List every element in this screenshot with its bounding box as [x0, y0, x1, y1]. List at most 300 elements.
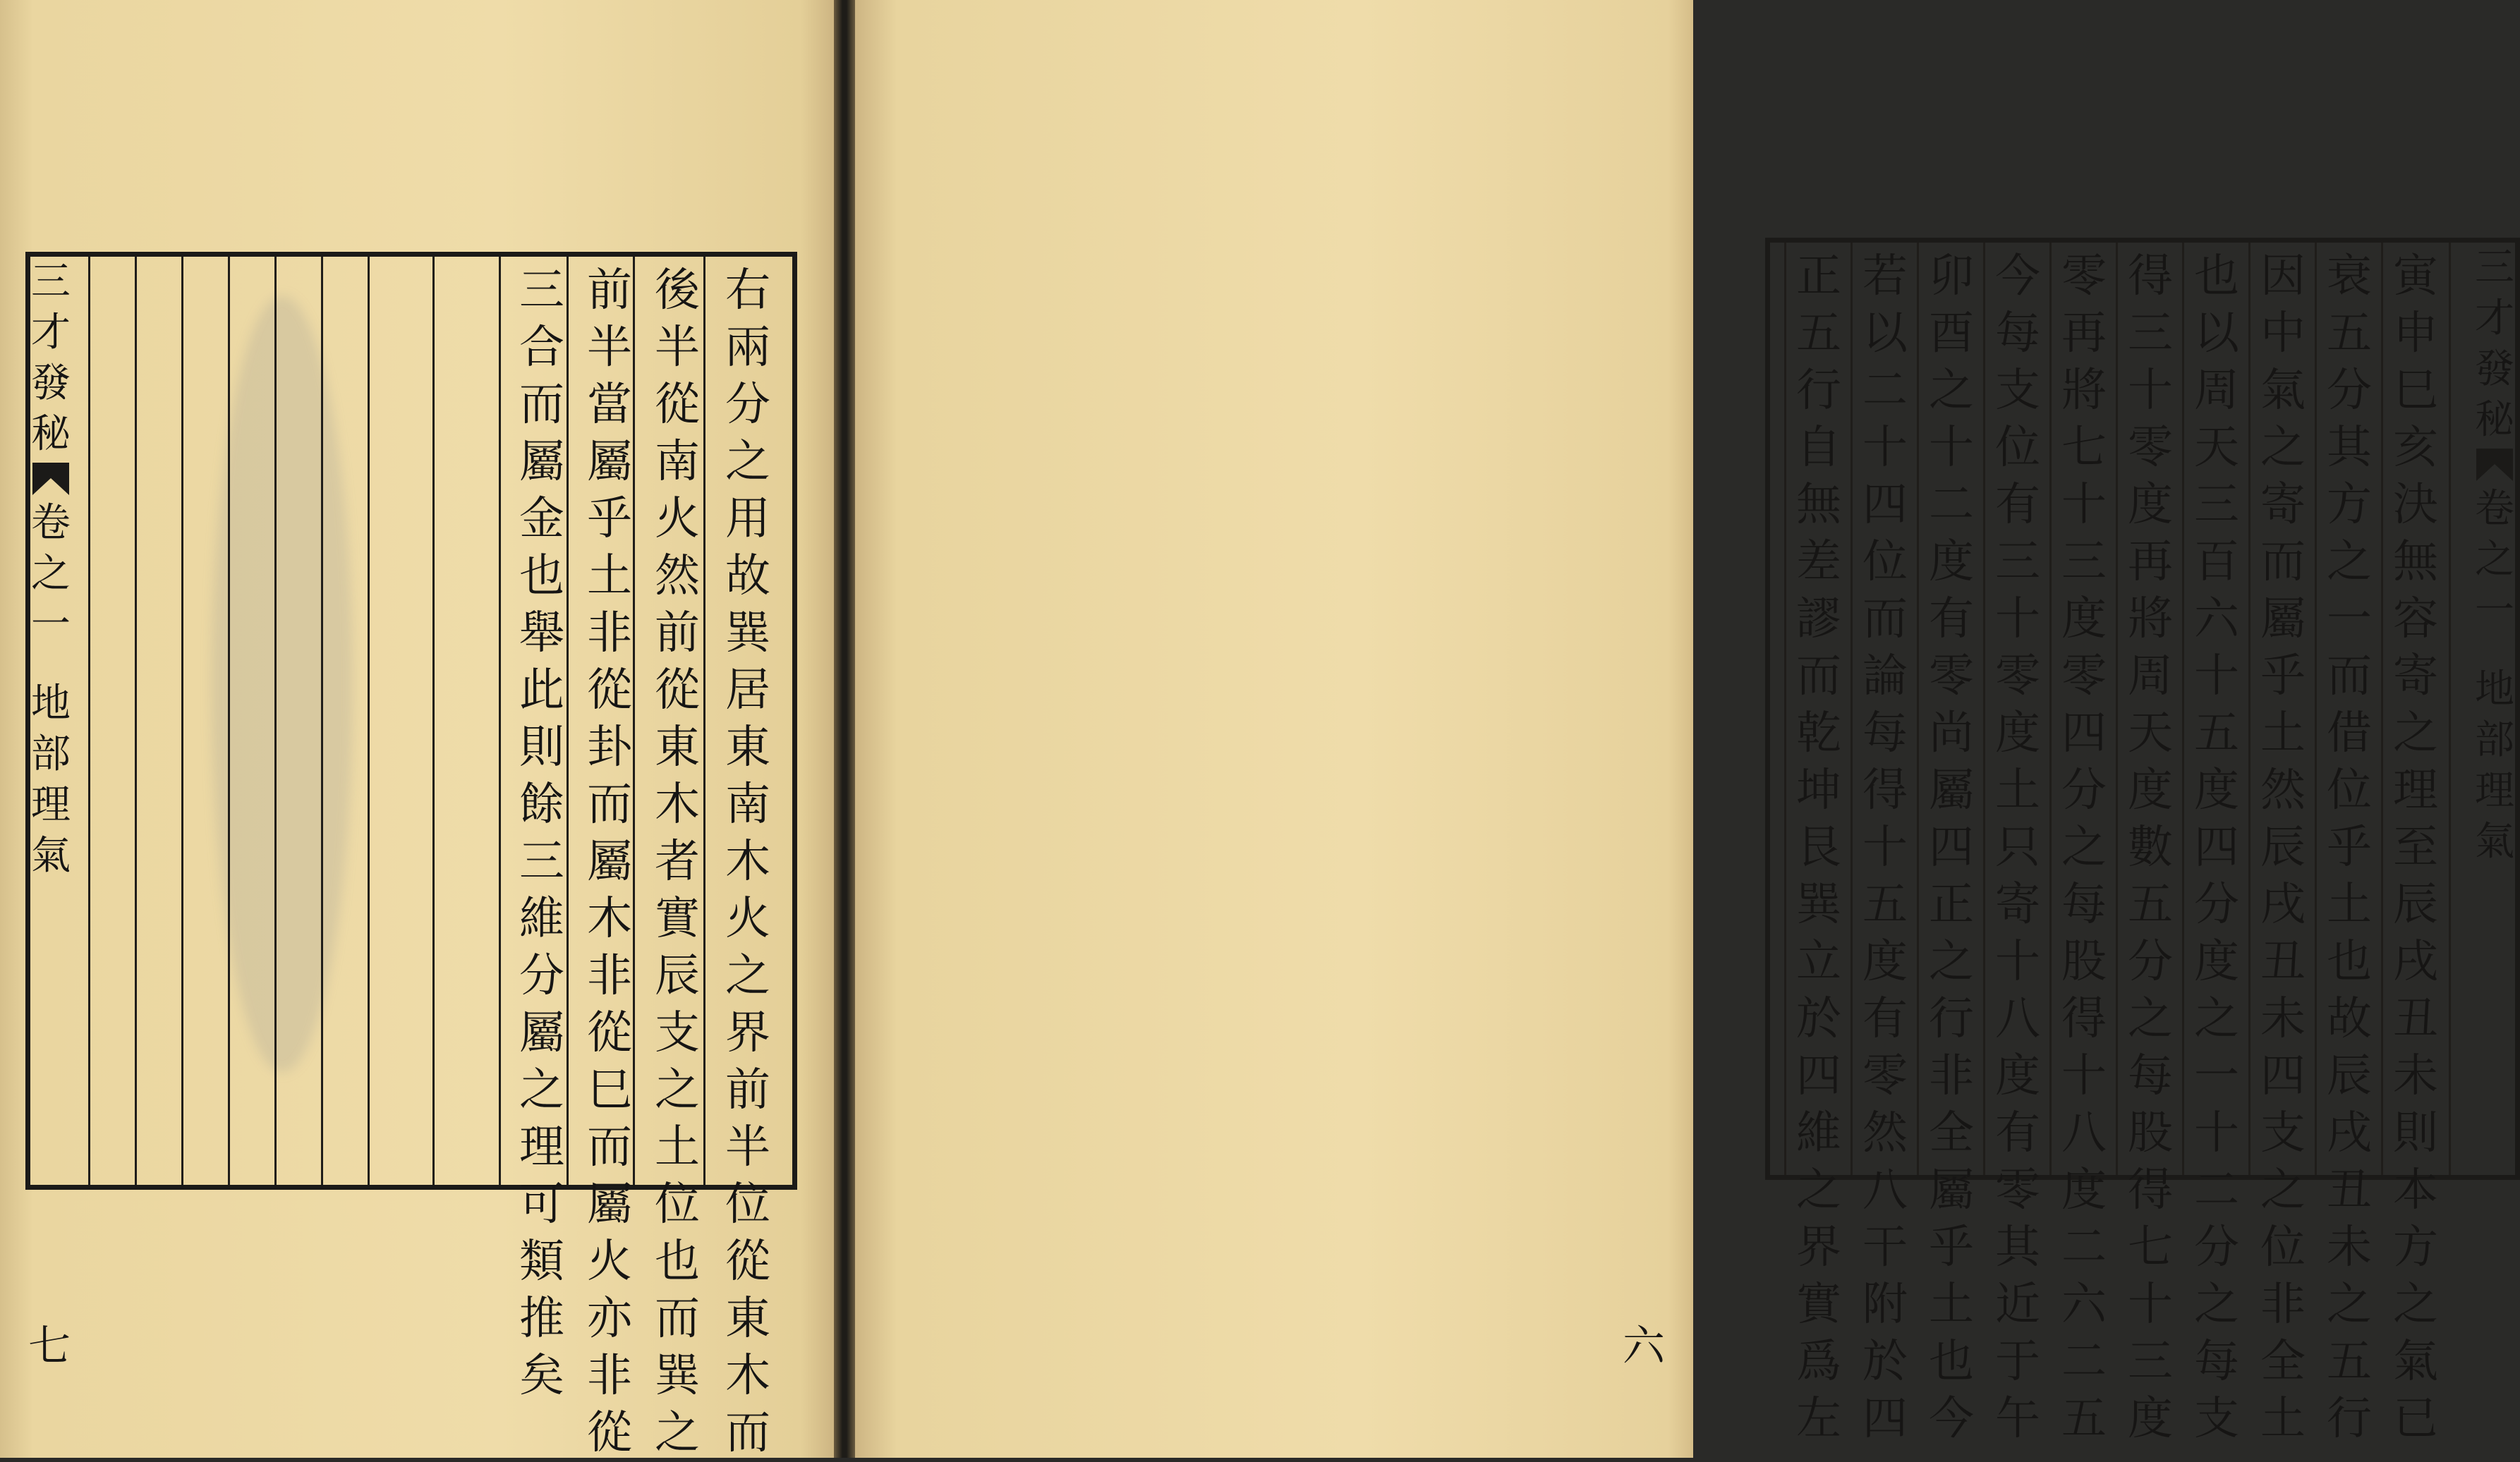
character: 度 — [1862, 936, 1908, 988]
character: 五 — [2128, 879, 2173, 931]
character: 度 — [2061, 593, 2107, 645]
character: 度 — [2194, 936, 2239, 988]
character: 也 — [655, 1236, 700, 1288]
character: 中 — [2260, 307, 2306, 360]
character: 卦 — [587, 721, 632, 774]
character: 五 — [2327, 1336, 2372, 1388]
character: 土 — [587, 550, 632, 602]
character: 居 — [725, 664, 770, 717]
character: 其 — [1995, 1222, 2040, 1274]
character: 未 — [2393, 1050, 2438, 1102]
character: 至 — [2393, 822, 2438, 874]
character: 得 — [1862, 764, 1908, 817]
character: 十 — [1862, 422, 1908, 474]
character: 二 — [1929, 479, 1974, 531]
character: 得 — [2128, 250, 2173, 303]
character: 半 — [725, 1121, 770, 1174]
character: 分 — [2128, 936, 2173, 988]
character: 右 — [725, 264, 770, 317]
character: 方 — [2327, 479, 2372, 531]
character: 地 — [31, 681, 71, 726]
character: 若 — [1862, 250, 1908, 303]
character: 才 — [2475, 296, 2514, 341]
character: 因 — [2260, 250, 2306, 303]
character: 非 — [587, 607, 632, 659]
character: 寄 — [2260, 479, 2306, 531]
character: 行 — [1929, 993, 1974, 1045]
character: 方 — [2393, 1222, 2438, 1274]
character: 股 — [2061, 936, 2107, 988]
character: 有 — [1995, 479, 2040, 531]
character: 二 — [2194, 1164, 2239, 1217]
character: 度 — [1995, 1050, 2040, 1102]
text-column — [716, 262, 780, 1462]
character: 支 — [1995, 365, 2040, 417]
character: 酉 — [1929, 307, 1974, 360]
character: 而 — [1796, 650, 1841, 702]
character: 戌 — [2260, 879, 2306, 931]
character: 於 — [1862, 1336, 1908, 1388]
character: 十 — [2128, 1279, 2173, 1331]
character: 則 — [519, 721, 564, 774]
character: 維 — [519, 893, 564, 945]
character: 十 — [1995, 593, 2040, 645]
character: 東 — [725, 721, 770, 774]
character: 分 — [2061, 764, 2107, 817]
character: 土 — [655, 1121, 700, 1174]
character: 卯 — [1929, 250, 1974, 303]
character: 有 — [1995, 1107, 2040, 1159]
character: 屬 — [519, 1007, 564, 1059]
character: 位 — [725, 1178, 770, 1231]
character: 半 — [655, 322, 700, 374]
character: 才 — [31, 310, 71, 355]
character: 推 — [519, 1293, 564, 1345]
character: 部 — [31, 731, 71, 777]
character: 五 — [1796, 307, 1841, 360]
character: 零 — [1995, 1164, 2040, 1217]
character: 從 — [655, 664, 700, 717]
text-column — [578, 262, 641, 1462]
character: 行 — [1796, 365, 1841, 417]
text-column — [646, 262, 709, 1462]
character: 零 — [2128, 422, 2173, 474]
character: 巽 — [1796, 879, 1841, 931]
fish-tail-mark-icon — [2472, 446, 2517, 484]
character: 之 — [655, 1064, 700, 1116]
character: 理 — [2475, 768, 2514, 814]
character: 舉 — [519, 607, 564, 659]
character: 實 — [1796, 1279, 1841, 1331]
character: 三 — [2128, 307, 2173, 360]
character: 非 — [587, 1350, 632, 1402]
character: 三 — [2194, 479, 2239, 531]
character: 差 — [1796, 536, 1841, 588]
character: 四 — [1862, 479, 1908, 531]
character: 土 — [2327, 879, 2372, 931]
character: 戌 — [2393, 936, 2438, 988]
character: 自 — [1796, 422, 1841, 474]
character: 火 — [587, 1236, 632, 1288]
character: 七 — [2061, 422, 2107, 474]
character: 之 — [655, 1407, 700, 1459]
character: 從 — [655, 379, 700, 431]
character: 零 — [2061, 250, 2107, 303]
text-column — [2384, 248, 2447, 1448]
character: 兩 — [725, 322, 770, 374]
character: 者 — [655, 836, 700, 888]
text-column — [1920, 248, 1983, 1448]
character: 非 — [587, 950, 632, 1002]
left-folio-number: 七 — [28, 1322, 71, 1371]
character: 一 — [31, 602, 71, 647]
character: 二 — [2061, 1222, 2107, 1274]
character: 乎 — [1929, 1222, 1974, 1274]
character: 之 — [2128, 993, 2173, 1045]
character: 亦 — [587, 1293, 632, 1345]
right-page — [855, 0, 2514, 1458]
character: 秘 — [2475, 397, 2514, 443]
character: 寅 — [2393, 250, 2438, 303]
character: 於 — [1796, 993, 1841, 1045]
character: 申 — [2393, 307, 2438, 360]
character: 乎 — [587, 493, 632, 545]
character: 也 — [519, 550, 564, 602]
character: 十 — [2194, 650, 2239, 702]
character: 而 — [2327, 650, 2372, 702]
character: 類 — [519, 1236, 564, 1288]
character: 十 — [1862, 822, 1908, 874]
character: 理 — [2393, 764, 2438, 817]
character: 然 — [655, 550, 700, 602]
character: 發 — [31, 360, 71, 406]
character: 屬 — [587, 436, 632, 488]
character: 而 — [587, 779, 632, 831]
character: 也 — [2194, 250, 2239, 303]
character: 只 — [1995, 822, 2040, 874]
character: 而 — [1862, 593, 1908, 645]
character: 維 — [1796, 1107, 1841, 1159]
character: 前 — [587, 264, 632, 317]
character: 本 — [2393, 1164, 2438, 1217]
character: 屬 — [587, 836, 632, 888]
character: 三 — [1995, 536, 2040, 588]
column-rule — [1850, 243, 1853, 1175]
character: 坤 — [1796, 764, 1841, 817]
text-column — [2119, 248, 2182, 1448]
column-rule — [2248, 243, 2251, 1175]
character: 度 — [1995, 707, 2040, 760]
text-column — [2318, 248, 2381, 1448]
character: 五 — [2194, 707, 2239, 760]
character: 支 — [2260, 1107, 2306, 1159]
character: 東 — [725, 1293, 770, 1345]
character: 今 — [1929, 1393, 1974, 1445]
character: 天 — [2194, 422, 2239, 474]
character: 丑 — [2393, 993, 2438, 1045]
character: 行 — [2327, 1393, 2372, 1445]
character: 三 — [2128, 1336, 2173, 1388]
character: 而 — [725, 1407, 770, 1459]
left-page-margin — [26, 257, 75, 882]
character: 可 — [519, 1178, 564, 1231]
character: 十 — [1995, 936, 2040, 988]
fish-tail-mark-icon — [28, 460, 73, 498]
text-column — [1986, 248, 2049, 1448]
text-column — [1787, 248, 1850, 1448]
character: 數 — [2128, 822, 2173, 874]
character: 之 — [2260, 1164, 2306, 1217]
character: 每 — [1862, 707, 1908, 760]
character: 從 — [587, 1007, 632, 1059]
character: 每 — [2128, 1050, 2173, 1102]
character: 乾 — [1796, 707, 1841, 760]
character: 爲 — [1796, 1336, 1841, 1388]
character: 艮 — [1796, 822, 1841, 874]
character: 土 — [1995, 764, 2040, 817]
character: 度 — [2128, 479, 2173, 531]
character: 三 — [2475, 245, 2514, 291]
character: 三 — [519, 836, 564, 888]
character: 謬 — [1796, 593, 1841, 645]
character: 也 — [1929, 1336, 1974, 1388]
character: 寄 — [1995, 879, 2040, 931]
character: 然 — [1862, 1107, 1908, 1159]
character: 非 — [2260, 1279, 2306, 1331]
character: 矣 — [519, 1350, 564, 1402]
character: 三 — [31, 259, 71, 305]
character: 零 — [2061, 650, 2107, 702]
character: 乎 — [2260, 650, 2306, 702]
character: 度 — [2194, 764, 2239, 817]
character: 乎 — [2327, 822, 2372, 874]
character: 無 — [2393, 536, 2438, 588]
character: 之 — [519, 1064, 564, 1116]
book-gutter — [834, 0, 855, 1458]
character: 秘 — [31, 411, 71, 457]
character: 之 — [2393, 1279, 2438, 1331]
character: 也 — [2327, 936, 2372, 988]
character: 之 — [1796, 1164, 1841, 1217]
character: 辰 — [2260, 822, 2306, 874]
character: 屬 — [1929, 1164, 1974, 1217]
character: 六 — [2194, 593, 2239, 645]
character: 之 — [2194, 993, 2239, 1045]
character: 容 — [2393, 593, 2438, 645]
column-rule — [2049, 243, 2052, 1175]
character: 四 — [2260, 1050, 2306, 1102]
column-rule — [1917, 243, 1919, 1175]
character: 四 — [2194, 822, 2239, 874]
character: 木 — [725, 1350, 770, 1402]
character: 有 — [1929, 593, 1974, 645]
column-rule — [2182, 243, 2184, 1175]
character: 百 — [2194, 536, 2239, 588]
character: 之 — [2061, 822, 2107, 874]
character: 丑 — [2260, 936, 2306, 988]
character: 而 — [519, 379, 564, 431]
character: 南 — [655, 436, 700, 488]
character: 氣 — [2393, 1336, 2438, 1388]
character: 未 — [2260, 993, 2306, 1045]
character: 再 — [2128, 536, 2173, 588]
character: 八 — [1995, 993, 2040, 1045]
character: 六 — [2061, 1279, 2107, 1331]
character: 理 — [519, 1121, 564, 1174]
right-page-frame — [1765, 238, 2520, 1445]
character: 零 — [1995, 650, 2040, 702]
character: 分 — [725, 379, 770, 431]
column-rule — [2315, 243, 2317, 1175]
character: 氣 — [31, 833, 71, 879]
text-column — [2251, 248, 2315, 1448]
character: 之 — [1929, 365, 1974, 417]
character: 八 — [2061, 1107, 2107, 1159]
character: 前 — [655, 607, 700, 659]
character: 之 — [725, 950, 770, 1002]
character: 七 — [2128, 1222, 2173, 1274]
character: 氣 — [2475, 819, 2514, 865]
character: 其 — [2327, 422, 2372, 474]
character: 之 — [2194, 1279, 2239, 1331]
text-column — [510, 262, 574, 1405]
character: 合 — [519, 322, 564, 374]
character: 十 — [2128, 365, 2173, 417]
character: 四 — [2061, 707, 2107, 760]
character: 金 — [519, 493, 564, 545]
character: 卷 — [2475, 486, 2514, 532]
character: 南 — [725, 779, 770, 831]
character: 屬 — [2260, 593, 2306, 645]
character: 干 — [1862, 1222, 1908, 1274]
character: 此 — [519, 664, 564, 717]
character: 未 — [2327, 1222, 2372, 1274]
character: 每 — [2194, 1336, 2239, 1388]
character: 度 — [2061, 1164, 2107, 1217]
character: 丑 — [2327, 1164, 2372, 1217]
character: 以 — [2194, 307, 2239, 360]
character: 從 — [725, 1236, 770, 1288]
character: 午 — [1995, 1393, 2040, 1445]
character: 界 — [1796, 1222, 1841, 1274]
character: 位 — [1862, 536, 1908, 588]
column-rule — [1784, 243, 1786, 1175]
character: 從 — [587, 1407, 632, 1459]
character: 正 — [1796, 250, 1841, 303]
character: 再 — [2061, 307, 2107, 360]
character: 有 — [1862, 993, 1908, 1045]
character: 屬 — [519, 436, 564, 488]
character: 位 — [1995, 422, 2040, 474]
character: 而 — [587, 1121, 632, 1174]
character: 辰 — [2393, 879, 2438, 931]
character: 木 — [587, 893, 632, 945]
character: 支 — [2194, 1393, 2239, 1445]
character: 地 — [2475, 666, 2514, 712]
character: 之 — [2327, 536, 2372, 588]
character: 十 — [2061, 479, 2107, 531]
character: 每 — [1995, 307, 2040, 360]
character: 屬 — [1929, 764, 1974, 817]
character: 十 — [2061, 1050, 2107, 1102]
character: 八 — [1862, 1164, 1908, 1217]
character: 股 — [2128, 1107, 2173, 1159]
character: 決 — [2393, 479, 2438, 531]
character: 全 — [2260, 1336, 2306, 1388]
character: 從 — [587, 664, 632, 717]
character: 分 — [2194, 1222, 2239, 1274]
character: 附 — [1862, 1279, 1908, 1331]
character: 今 — [1995, 250, 2040, 303]
character: 氣 — [2260, 365, 2306, 417]
column-rule — [2449, 243, 2451, 1175]
character: 之 — [725, 436, 770, 488]
left-page-frame — [25, 252, 797, 1459]
character: 零 — [1929, 650, 1974, 702]
character: 位 — [655, 1178, 700, 1231]
character: 度 — [1929, 536, 1974, 588]
character: 餘 — [519, 779, 564, 831]
character: 天 — [2128, 707, 2173, 760]
character: 之 — [1929, 936, 1974, 988]
character: 辰 — [2327, 1050, 2372, 1102]
text-column — [2185, 248, 2248, 1448]
character: 一 — [2327, 593, 2372, 645]
character: 將 — [2128, 593, 2173, 645]
column-rule — [2381, 243, 2383, 1175]
character: 界 — [725, 1007, 770, 1059]
character: 二 — [1862, 365, 1908, 417]
character: 四 — [1796, 1050, 1841, 1102]
character: 一 — [2475, 587, 2514, 633]
character: 木 — [725, 836, 770, 888]
character: 用 — [725, 493, 770, 545]
character: 分 — [2194, 879, 2239, 931]
character: 亥 — [2393, 422, 2438, 474]
character: 周 — [2194, 365, 2239, 417]
character: 四 — [1862, 1393, 1908, 1445]
character: 土 — [2260, 1393, 2306, 1445]
character: 借 — [2327, 707, 2372, 760]
character: 卷 — [31, 500, 71, 546]
character: 土 — [1929, 1279, 1974, 1331]
character: 零 — [1862, 1050, 1908, 1102]
left-page — [0, 0, 834, 1458]
character: 戌 — [2327, 1107, 2372, 1159]
character: 立 — [1796, 936, 1841, 988]
right-folio-number: 六 — [1623, 1322, 1665, 1371]
character: 巳 — [2393, 365, 2438, 417]
character: 度 — [2128, 1393, 2173, 1445]
character: 二 — [2061, 1336, 2107, 1388]
character: 之 — [2260, 422, 2306, 474]
character: 分 — [2327, 365, 2372, 417]
character: 之 — [2475, 537, 2514, 583]
character: 故 — [2327, 993, 2372, 1045]
text-column — [1853, 248, 1917, 1448]
character: 巽 — [655, 1350, 700, 1402]
character: 左 — [1796, 1393, 1841, 1445]
character: 位 — [2327, 764, 2372, 817]
character: 東 — [655, 721, 700, 774]
character: 一 — [2194, 1050, 2239, 1102]
character: 已 — [2393, 1393, 2438, 1445]
character: 巽 — [725, 607, 770, 659]
character: 後 — [655, 264, 700, 317]
character: 將 — [2061, 365, 2107, 417]
column-rule — [1983, 243, 1985, 1175]
text-column — [2052, 248, 2116, 1448]
